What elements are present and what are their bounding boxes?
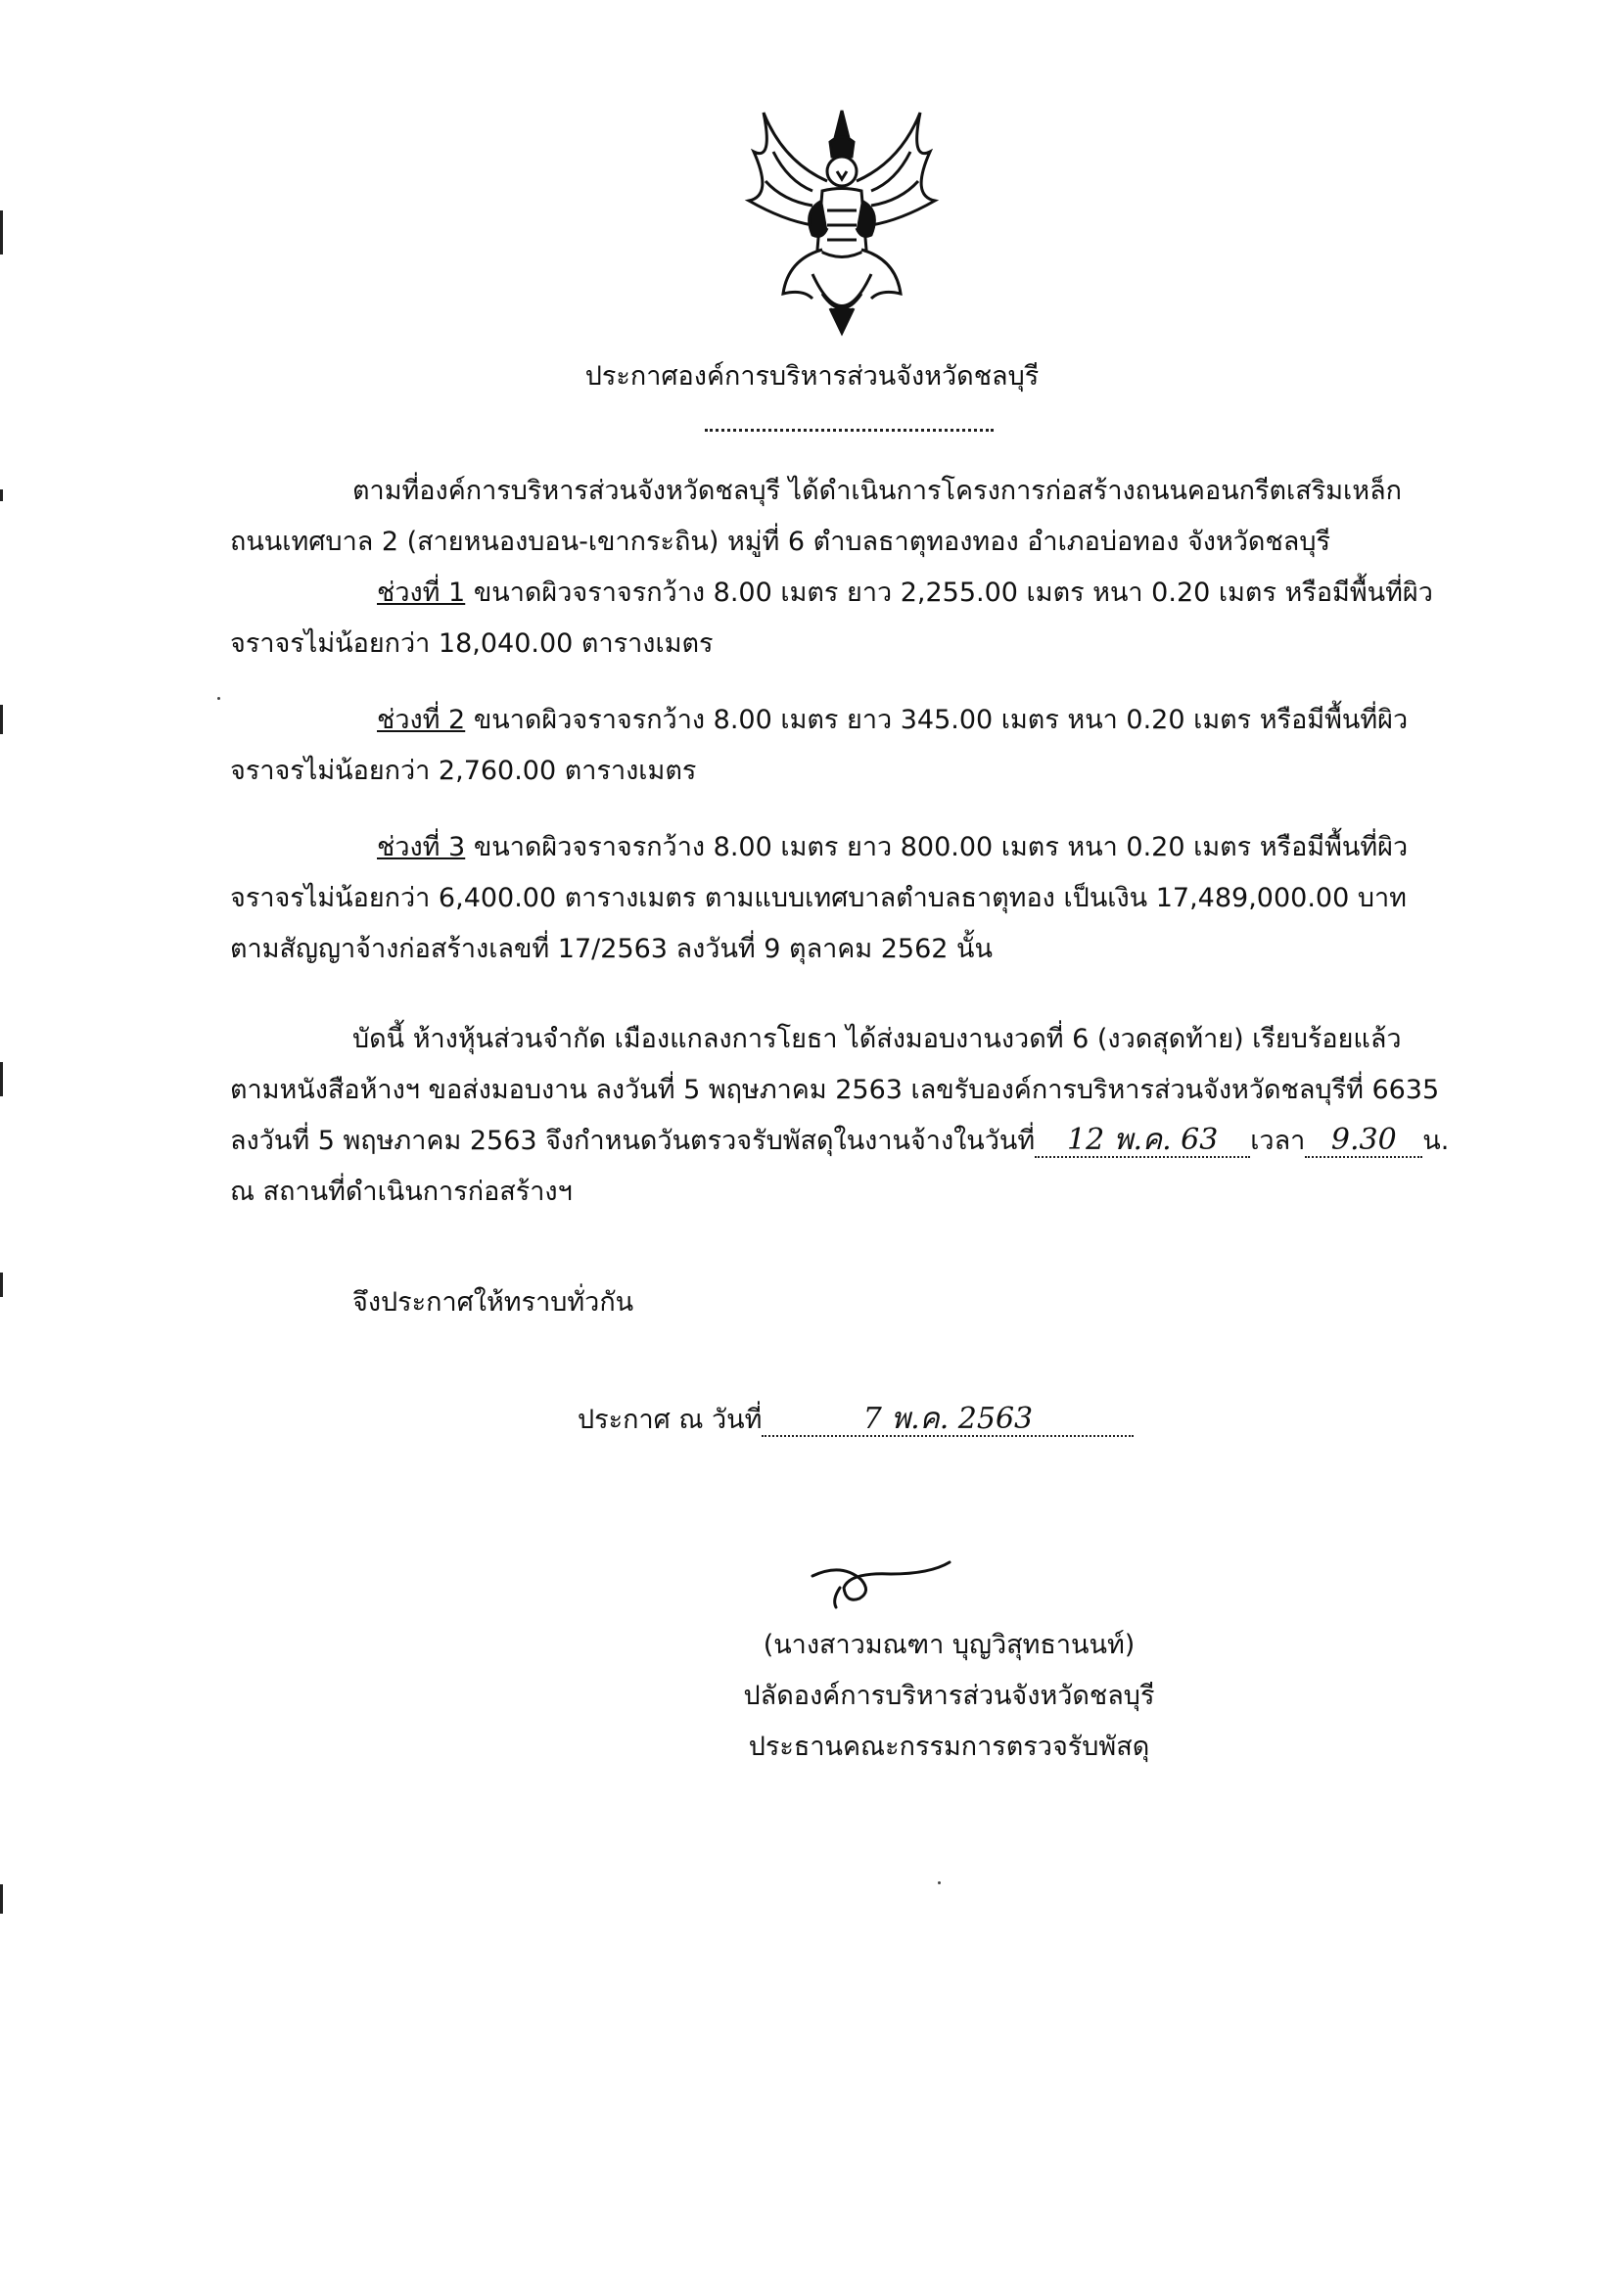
section-1-line-1 — [230, 568, 1473, 619]
intro-line-2: ถนนเทศบาล 2 (สายหนองบอน-เขากระถิน) หมู่ที่ 6 ตำบลธาตุทองทอง อำเภอบ่อทอง จังหวัดชลบุรี — [230, 527, 1330, 557]
delivery-paragraph — [230, 1014, 1473, 1218]
section-3-line-1 — [230, 822, 1473, 873]
scan-edge-mark — [0, 1884, 3, 1914]
section-1-label: ช่วงที่ 1 — [377, 578, 466, 608]
section-1-line-2: จราจรไม่น้อยกว่า 18,040.00 ตารางเมตร — [230, 628, 714, 659]
section-2-label: ช่วงที่ 2 — [377, 705, 466, 735]
section-3-line-2: จราจรไม่น้อยกว่า 6,400.00 ตารางเมตร ตามแบบเทศบาลตำบลธาตุทอง เป็นเงิน 17,489,000.00 บาท — [230, 883, 1407, 913]
signatory-position-2: ประธานคณะกรรมการตรวจรับพัสดุ — [748, 1732, 1150, 1762]
section-2-text: ขนาดผิวจราจรกว้าง 8.00 เมตร ยาว 345.00 เมตร หนา 0.20 เมตร หรือมีพื้นที่ผิว — [465, 705, 1409, 735]
announce-date-handwritten: 7 พ.ค. 2563 — [762, 1404, 1134, 1437]
scan-speck — [217, 697, 220, 700]
section-2 — [230, 695, 1473, 797]
section-3-label: ช่วงที่ 3 — [377, 832, 466, 862]
closing-paragraph — [230, 1277, 1473, 1328]
section-3 — [230, 822, 1473, 975]
scan-edge-mark — [0, 210, 3, 255]
delivery-line-2: ตามหนังสือห้างฯ ขอส่งมอบงาน ลงวันที่ 5 พฤษภาคม 2563 เลขรับองค์การบริหารส่วนจังหวัดชลบุรีที่ 6635 — [230, 1075, 1440, 1105]
delivery-line-3-prefix: ลงวันที่ 5 พฤษภาคม 2563 จึงกำหนดวันตรวจรับพัสดุในงานจ้างในวันที่ — [230, 1126, 1036, 1156]
scan-edge-mark — [0, 1273, 3, 1297]
signatory-block — [137, 1620, 1624, 1773]
scan-edge-mark — [0, 705, 3, 734]
signature-icon — [803, 1545, 969, 1613]
delivery-line-4: ณ สถานที่ดำเนินการก่อสร้างฯ — [230, 1177, 573, 1207]
section-3-line-3: ตามสัญญาจ้างก่อสร้างเลขที่ 17/2563 ลงวันที่ 9 ตุลาคม 2562 นั้น — [230, 934, 993, 964]
document-title: ประกาศองค์การบริหารส่วนจังหวัดชลบุรี — [584, 361, 1040, 392]
scan-speck — [938, 1881, 941, 1884]
intro-paragraph — [230, 466, 1473, 568]
section-2-line-2: จราจรไม่น้อยกว่า 2,760.00 ตารางเมตร — [230, 756, 697, 786]
scan-edge-mark — [0, 489, 3, 501]
delivery-line-3 — [230, 1116, 1473, 1167]
time-suffix: น. — [1422, 1126, 1450, 1156]
inspection-date-handwritten: 12 พ.ค. 63 — [1035, 1125, 1250, 1158]
garuda-emblem-icon — [744, 103, 940, 338]
signatory-position-1: ปลัดองค์การบริหารส่วนจังหวัดชลบุรี — [743, 1681, 1155, 1711]
time-label: เวลา — [1250, 1126, 1306, 1156]
intro-line-1: ตามที่องค์การบริหารส่วนจังหวัดชลบุรี ได้ดำเนินการโครงการก่อสร้างถนนคอนกรีตเสริมเหล็ก — [352, 476, 1402, 506]
delivery-line-1: บัดนี้ ห้างหุ้นส่วนจำกัด เมืองแกลงการโยธา ได้ส่งมอบงานงวดที่ 6 (งวดสุดท้าย) เรียบร้อยแล้ว — [352, 1024, 1402, 1054]
closing-text: จึงประกาศให้ทราบทั่วกัน — [352, 1287, 634, 1318]
section-2-line-1 — [230, 695, 1473, 746]
inspection-time-handwritten: 9.30 — [1305, 1125, 1422, 1158]
announce-prefix: ประกาศ ณ วันที่ — [578, 1405, 763, 1435]
scan-edge-mark — [0, 1062, 3, 1096]
title-dotted-divider — [705, 429, 994, 432]
section-1 — [230, 568, 1473, 670]
signatory-name: (นางสาวมณฑา บุญวิสุทธานนท์) — [763, 1630, 1136, 1660]
section-1-text: ขนาดผิวจราจรกว้าง 8.00 เมตร ยาว 2,255.00 เมตร หนา 0.20 เมตร หรือมีพื้นที่ผิว — [465, 578, 1433, 608]
announce-date-line — [578, 1395, 1263, 1446]
section-3-text: ขนาดผิวจราจรกว้าง 8.00 เมตร ยาว 800.00 เมตร หนา 0.20 เมตร หรือมีพื้นที่ผิว — [465, 832, 1409, 862]
